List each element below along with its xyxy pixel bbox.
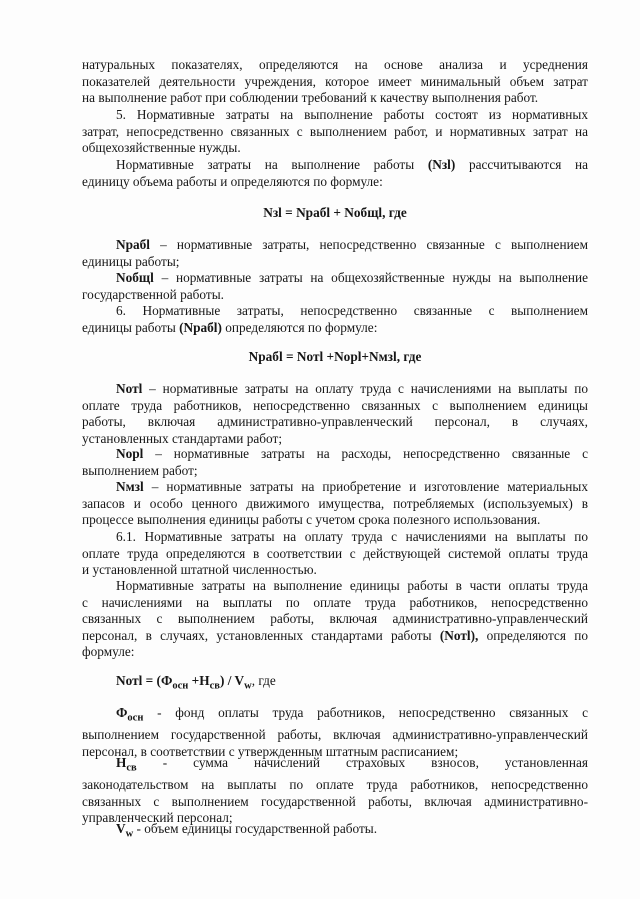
text-line: выполнением работ;: [82, 462, 198, 478]
text-line: затрат, непосредственно связанных с выполнением работ, и нормативных затрат на: [82, 123, 588, 139]
text-fragment: взносов,: [431, 755, 479, 770]
text-line: государственной работы.: [82, 286, 224, 302]
definition-nor: [82, 446, 588, 479]
formula-subscript: осн: [172, 680, 189, 692]
text-fragment: – нормативные затраты на общехозяйственные нужды на выполнение: [161, 270, 588, 285]
text-line: управленческий персонал;: [82, 810, 233, 826]
text-fragment: установленная: [504, 755, 588, 770]
symbol-letter: Ф: [116, 705, 128, 720]
text-line: работы, включая административно-управленческий персонал, в случаях,: [82, 414, 588, 430]
text-fragment: персонал, в случаях, установленных стандартами работы: [82, 627, 432, 643]
formula-subscript: w: [244, 680, 252, 692]
symbol-not: (Nотl),: [439, 627, 479, 643]
text-line: процессе выполнения единицы работы с учетом срока полезного использования.: [82, 512, 541, 528]
text-line: выполнением государственной работы, включая административно-управленческий: [82, 727, 588, 743]
text-line: оплате труда работников, непосредственно связанных с выполнением единицы: [82, 397, 588, 413]
text-line: [82, 755, 588, 777]
formula-part: +Н: [188, 673, 210, 688]
text-fragment: – нормативные затраты на оплату труда с начислениями на выплаты по: [149, 381, 588, 396]
definition-fosn: [82, 705, 588, 760]
text-line: [82, 381, 588, 398]
paragraph-labor-costs: [82, 578, 588, 661]
text-line: оплате труда определяются в соответствии с действующей системой оплаты труда: [82, 545, 588, 561]
definition-nsv: [82, 755, 588, 827]
text-line: связанных с выполнением государственной работы, включая административно-: [82, 793, 588, 809]
text-line: 5. Нормативные затраты на выполнение работы состоят из нормативных: [116, 107, 588, 122]
formula-nrab: Nрабl = Nотl +Nорl+Nмзl, где: [248, 349, 422, 364]
text-line: показателей деятельности учреждения, которое имеет минимальный объем затрат: [82, 73, 588, 89]
paragraph-6-1: [82, 529, 588, 579]
symbol-nobsh: Nобщl: [116, 270, 154, 285]
text-line: [82, 479, 588, 496]
text-line: 6. Нормативные затраты, непосредственно связанные с выполнением: [116, 303, 588, 318]
text-fragment: определяются по: [486, 627, 588, 643]
text-fragment: страховых: [346, 755, 406, 770]
symbol-nsv: [116, 755, 137, 777]
definition-nrab: [82, 237, 588, 270]
text-line: связанных с выполнением работы, включая административно-управленческий: [82, 611, 588, 627]
text-line: [82, 705, 588, 727]
symbol-not: Nотl: [116, 381, 143, 396]
text-fragment: - объем единицы государственной работы.: [136, 821, 378, 836]
text-line: и установленной штатной численностью.: [82, 562, 317, 578]
definition-nmz: [82, 479, 588, 529]
text-line: [82, 237, 588, 254]
text-line: единицы работы;: [82, 253, 180, 269]
text-fragment: начислений: [253, 755, 321, 770]
text-line: законодательством на выплаты по оплате труда работников, непосредственно: [82, 777, 588, 793]
text-line: формуле:: [82, 644, 135, 660]
symbol-letter: Н: [116, 755, 127, 770]
text-line: персонал, в соответствии с утвержденным штатным расписанием;: [82, 743, 459, 759]
text-line: [82, 628, 588, 645]
text-fragment: - фонд оплаты труда работников, непосредственно связанных с: [157, 705, 588, 720]
text-line: [82, 157, 588, 174]
symbol-fosn: [116, 705, 144, 724]
text-line: Нормативные затраты на выполнение единицы работы в части оплаты труда: [116, 578, 588, 593]
text-line: на выполнение работ при соблюдении требований к качеству выполнения работ.: [82, 90, 539, 106]
symbol-nmz: Nмзl: [116, 479, 144, 494]
text-line: общехозяйственные нужды.: [82, 140, 241, 156]
formula-nz: Nзl = Nрабl + Nобщl, где: [263, 205, 407, 220]
text-fragment: – нормативные затраты на расходы, непосредственно связанные с: [155, 446, 588, 461]
text-line: запасов и особо ценного движимого имущества, потребляемых (используемых) в: [82, 495, 588, 511]
text-fragment: -: [162, 755, 168, 770]
text-fragment: Нормативные затраты на выполнение работы: [116, 157, 415, 172]
symbol-nz: (Nзl): [427, 157, 456, 172]
formula-part: , где: [251, 673, 276, 688]
text-fragment: сумма: [193, 755, 228, 770]
symbol-subscript: осн: [127, 712, 144, 724]
formula-part: Nотl = (Ф: [116, 673, 173, 688]
definition-vw: [82, 821, 588, 843]
text-line: с начислениями на выплаты по оплате труда работников, непосредственно: [82, 594, 588, 610]
text-line: 6.1. Нормативные затраты на оплату труда с начислениями на выплаты по: [116, 529, 588, 544]
text-line: [82, 446, 588, 463]
symbol-subscript: св: [126, 762, 137, 774]
text-line: единицу объема работы и определяются по формуле:: [82, 173, 383, 189]
text-fragment: – нормативные затраты на приобретение и изготовление материальных: [151, 479, 588, 494]
text-fragment: – нормативные затраты, непосредственно связанные с выполнением: [160, 237, 589, 252]
definition-nobsh: [82, 270, 588, 303]
text-line: натуральных показателях, определяются на основе анализа и усреднения: [82, 57, 588, 72]
symbol-nrab: Nрабl: [116, 237, 150, 252]
formula-subscript: св: [209, 680, 220, 692]
symbol-vw: [116, 821, 134, 840]
paragraph-6: [82, 303, 588, 336]
symbol-subscript: w: [125, 828, 134, 840]
text-fragment: единицы работы: [82, 319, 176, 335]
paragraph-intro: [82, 57, 588, 107]
text-line: [82, 270, 588, 287]
symbol-letter: V: [116, 821, 126, 836]
symbol-nrab: (Nрабl): [179, 319, 222, 335]
formula-not: [116, 673, 276, 695]
definition-not: [82, 381, 588, 447]
paragraph-5: [82, 107, 588, 157]
text-fragment: определяются по формуле:: [225, 319, 378, 335]
symbol-nor: Nорl: [116, 446, 144, 461]
text-fragment: рассчитываются на: [468, 157, 588, 172]
text-line: [82, 320, 588, 337]
formula-part: ) / V: [219, 673, 245, 688]
paragraph-normative-costs: [82, 157, 588, 190]
text-line: установленных стандартами работ;: [82, 430, 283, 446]
text-line: [82, 821, 588, 843]
